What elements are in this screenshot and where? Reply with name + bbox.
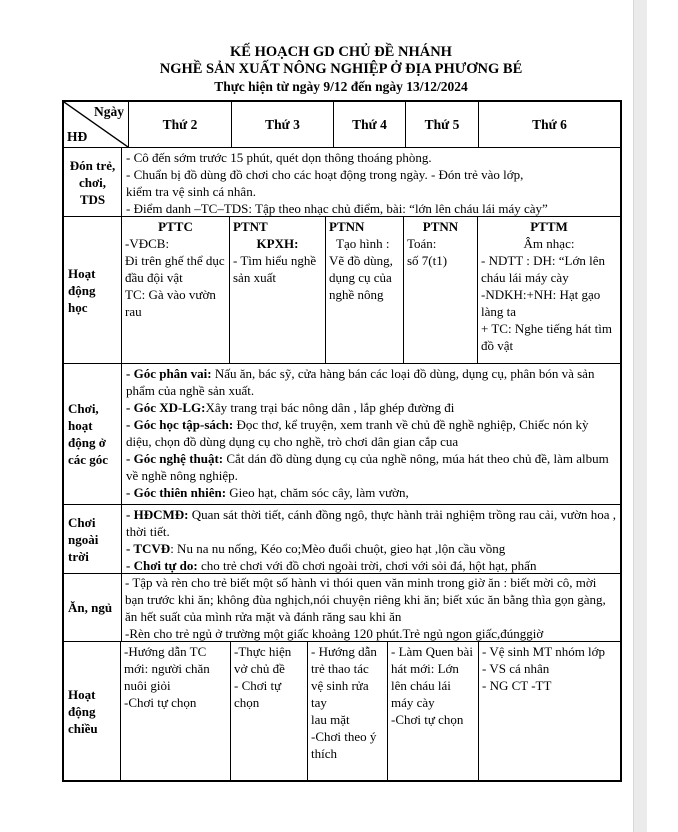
hoc-subject: Âm nhạc: bbox=[523, 236, 575, 251]
chieu-line: -Chơi tự chọn bbox=[391, 712, 464, 727]
don-tre-line: kiểm tra vệ sinh cá nhân. bbox=[126, 184, 256, 199]
goc-line bbox=[126, 399, 616, 416]
activity-name: - TCVĐ bbox=[126, 541, 171, 556]
table-header-row bbox=[64, 102, 620, 148]
corner-cell bbox=[64, 102, 129, 147]
chieu-line: - NG CT -TT bbox=[482, 678, 552, 693]
hoc-line: + TC: Nghe tiếng hát tìm đồ vật bbox=[481, 321, 612, 353]
row-label-don-tre: Đón trẻ, chơi, TDS bbox=[64, 148, 122, 216]
goc-desc: Cắt dán đồ dùng dụng cụ của nghề nông, múa hát theo chủ đề, làm album về nghề nông nghiệp. bbox=[126, 451, 609, 483]
ngoai-troi-line bbox=[126, 540, 616, 557]
hoc-domain: PTNN bbox=[422, 219, 459, 234]
day-header-mon: Thứ 2 bbox=[129, 102, 232, 147]
hoc-line: Đi trên ghế thể dục đầu đội vật bbox=[125, 253, 225, 285]
hoc-subject: KPXH: bbox=[256, 236, 299, 251]
goc-name: - Góc nghệ thuật: bbox=[126, 451, 224, 466]
row-label-ngoai-troi: Chơi ngoài trời bbox=[64, 505, 122, 573]
row-don-tre bbox=[64, 148, 620, 217]
corner-label-day: Ngày bbox=[94, 104, 124, 119]
row-label-goc: Chơi, hoạt động ở các góc bbox=[64, 364, 122, 504]
chieu-cell-wed bbox=[308, 642, 388, 780]
row-label-hoat-dong-chieu: Hoạt động chiều bbox=[64, 642, 121, 780]
goc-desc: Gieo hạt, chăm sóc cây, làm vườn, bbox=[226, 485, 409, 500]
row-an-ngu bbox=[64, 574, 620, 642]
hoc-line: - NDTT : DH: “Lớn lên cháu lái máy cày bbox=[481, 253, 605, 285]
chieu-line: -Hướng dẫn TC mới: người chăn nuôi giỏi bbox=[124, 644, 210, 693]
chieu-line: - Chơi tự chọn bbox=[234, 678, 282, 710]
goc-name: - Góc XD-LG: bbox=[126, 400, 206, 415]
day-header-wed: Thứ 4 bbox=[334, 102, 406, 147]
row-label-an-ngu: Ăn, ngủ bbox=[64, 574, 122, 641]
hoc-cell-thu bbox=[404, 217, 478, 363]
goc-name: - Góc học tập-sách: bbox=[126, 417, 234, 432]
hoc-domain: PTTC bbox=[158, 219, 193, 234]
don-tre-line: - Điểm danh –TC–TDS: Tập theo nhạc chủ điểm, bài: “lớn lên cháu lái máy cày” bbox=[126, 201, 548, 216]
goc-name: - Góc phân vai: bbox=[126, 366, 212, 381]
activity-name: - Chơi tự do: bbox=[126, 558, 198, 573]
chieu-line: -Chơi theo ý thích bbox=[311, 729, 377, 761]
don-tre-content bbox=[122, 148, 620, 216]
chieu-cell-thu bbox=[388, 642, 479, 780]
chieu-line: - Hướng dẫn trẻ thao tác vệ sinh rửa tay bbox=[311, 644, 377, 710]
hoc-subject: Toán: bbox=[407, 236, 437, 251]
ngoai-troi-line bbox=[126, 557, 616, 573]
ngoai-troi-line bbox=[126, 506, 616, 540]
an-ngu-line: -Rèn cho trẻ ngủ ở trường một giấc khoảng 120 phút.Trẻ ngủ ngon giấc,đúnggiờ bbox=[125, 626, 544, 641]
activity-desc: Quan sát thời tiết, cánh đồng ngô, thực hành trải nghiệm trồng rau cải, vườn hoa , thời tiết. bbox=[126, 507, 616, 539]
chieu-line: - Vệ sinh MT nhóm lớp bbox=[482, 644, 606, 659]
chieu-line: -Chơi tự chọn bbox=[124, 695, 197, 710]
don-tre-line: - Chuẩn bị đồ dùng đồ chơi cho các hoạt động trong ngày. - Đón trẻ vào lớp, bbox=[126, 167, 524, 182]
goc-desc: Xây trang trại bác nông dân , lắp ghép đường đi bbox=[205, 400, 455, 415]
hoc-line: Vẽ đồ dùng, dụng cụ của nghề nông bbox=[329, 253, 393, 302]
an-ngu-content bbox=[122, 574, 620, 641]
page-edge-strip bbox=[633, 0, 647, 832]
hoc-subject: Tạo hình : bbox=[336, 236, 390, 251]
row-ngoai-troi bbox=[64, 505, 620, 574]
chieu-line: lau mặt bbox=[311, 712, 350, 727]
activity-desc: cho trẻ chơi với đồ chơi ngoài trời, chơi với sỏi đá, hột hạt, phấn bbox=[197, 558, 537, 573]
activity-desc: : Nu na nu nống, Kéo co;Mèo đuổi chuột, gieo hạt ,lộn cầu vồng bbox=[170, 541, 506, 556]
document-header bbox=[62, 44, 620, 95]
day-header-thu: Thứ 5 bbox=[406, 102, 479, 147]
goc-desc: Đọc thơ, kể truyện, xem tranh về chủ đề nghề nghiệp, Chiếc nón kỳ diệu, chọn đồ dùng dụng cụ cho nghề, trò chơi dân gian cắp cua bbox=[126, 417, 589, 449]
goc-content bbox=[122, 364, 620, 504]
row-hoat-dong-hoc bbox=[64, 217, 620, 364]
chieu-cell-tue bbox=[231, 642, 308, 780]
hoc-cell-fri bbox=[478, 217, 620, 363]
goc-desc: Nấu ăn, bác sỹ, cửa hàng bán các loại đồ dùng, dụng cụ, phân bón và sản phẩm của nghề sản xuất. bbox=[126, 366, 595, 398]
hoc-line: - Tìm hiểu nghề sản xuất bbox=[233, 253, 317, 285]
day-header-fri: Thứ 6 bbox=[532, 117, 567, 132]
hoc-line: -VĐCB: bbox=[125, 236, 170, 251]
ngoai-troi-content bbox=[122, 505, 620, 573]
corner-label-activity: HĐ bbox=[67, 129, 88, 144]
page-title: KẾ HOẠCH GD CHỦ ĐỀ NHÁNH bbox=[230, 44, 452, 60]
activity-name: - HĐCMĐ: bbox=[126, 507, 189, 522]
day-header-tue: Thứ 3 bbox=[232, 102, 334, 147]
date-range: Thực hiện từ ngày 9/12 đến ngày 13/12/2024 bbox=[214, 79, 468, 94]
hoc-domain: PTNT bbox=[233, 219, 268, 234]
chieu-cell-fri bbox=[479, 642, 620, 780]
goc-line bbox=[126, 450, 616, 484]
row-goc bbox=[64, 364, 620, 505]
chieu-line: - VS cá nhân bbox=[482, 661, 550, 676]
don-tre-line: - Cô đến sớm trước 15 phút, quét dọn thông thoáng phòng. bbox=[126, 150, 432, 165]
an-ngu-line: - Tập và rèn cho trẻ biết một số hành vi thói quen văn minh trong giờ ăn : biết mời cô, mời bạn trước khi ăn; không đùa nghịch,nói chuyện riêng khi ăn; biết xúc ăn bằng thìa gọn gàng, ăn hết suất của mình rửa mặt và đánh răng sau khi ăn bbox=[125, 575, 606, 624]
hoc-cell-tue bbox=[230, 217, 326, 363]
hoc-line: TC: Gà vào vườn rau bbox=[125, 287, 216, 319]
goc-line bbox=[126, 416, 616, 450]
chieu-cell-mon bbox=[121, 642, 231, 780]
chieu-line: - Làm Quen bài hát mới: Lớn lên cháu lái máy cày bbox=[391, 644, 473, 710]
hoc-line: số 7(t1) bbox=[407, 253, 448, 268]
row-label-hoat-dong-hoc: Hoạt động học bbox=[64, 217, 122, 363]
weekly-schedule-table bbox=[62, 100, 622, 782]
page-subtitle: NGHỀ SẢN XUẤT NÔNG NGHIỆP Ở ĐỊA PHƯƠNG BÉ bbox=[159, 61, 523, 77]
goc-name: - Góc thiên nhiên: bbox=[126, 485, 227, 500]
goc-line bbox=[126, 484, 616, 501]
hoc-cell-mon bbox=[122, 217, 230, 363]
chieu-line: -Thực hiện vở chủ đề bbox=[234, 644, 292, 676]
hoc-domain: PTNN bbox=[329, 219, 365, 234]
hoc-cell-wed bbox=[326, 217, 404, 363]
hoc-domain: PTTM bbox=[530, 219, 568, 234]
hoc-line: -NDKH:+NH: Hạt gạo làng ta bbox=[481, 287, 601, 319]
goc-line bbox=[126, 365, 616, 399]
row-hoat-dong-chieu bbox=[64, 642, 620, 780]
